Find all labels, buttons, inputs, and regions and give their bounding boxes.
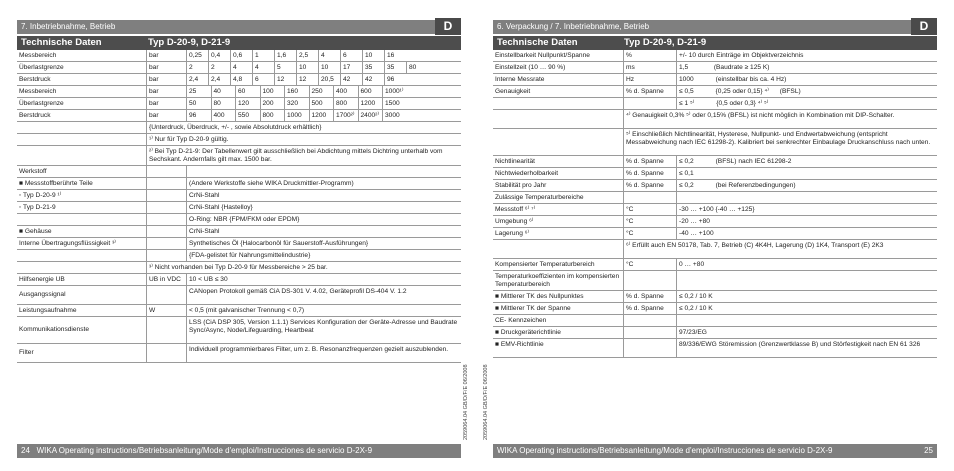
value-cell: 400 [334, 86, 359, 97]
value-cell: 0 … +80 [679, 260, 705, 268]
value-cell: 50 [187, 98, 212, 109]
value-cell: 500 [310, 98, 335, 109]
value-cell: 600 [359, 86, 384, 97]
value-cell: 0,6 [231, 50, 253, 61]
row-label: Berstdruck [17, 110, 147, 121]
value-cell: O-Ring: NBR {FPM/FKM oder EPDM} [189, 215, 300, 223]
note-text: ²⁾ Bei Typ D-21-9: Der Tabellenwert gilt ausschließlich bei Abdichtung mittels Dichtring unterhalb vom Sechskant. Andernfalls gilt max. 1500 bar. [149, 147, 443, 163]
value-cell: ≤ 0,2 / 10 K [679, 304, 713, 312]
value-cell: 35 [385, 62, 407, 73]
value-cell: 10 < UB ≤ 30 [189, 275, 228, 283]
table-row [493, 62, 937, 74]
right-spec-table [493, 50, 937, 358]
value-cell [677, 192, 937, 203]
row-label: Umgebung ⁶⁾ [493, 216, 624, 227]
table-row [493, 303, 937, 315]
footer-text: WIKA Operating instructions/Betriebsanleitung/Mode d'emploi/Instrucciones de servicio D-2X-9 [497, 446, 833, 455]
value-cell: 800 [261, 110, 286, 121]
row-label: Genauigkeit [493, 86, 624, 97]
value-cell [677, 271, 937, 290]
value-cell: 1000 [285, 110, 310, 121]
row-label: Messstoff ⁶⁾ ⁷⁾ [493, 204, 624, 215]
note-text: {Unterdruck, Überdruck, +/- , sowie Absolutdruck erhältlich} [149, 123, 322, 131]
section-header [493, 20, 937, 34]
value-cell: 4 [231, 62, 253, 73]
table-row [17, 178, 461, 190]
footer-text: WIKA Operating instructions/Betriebsanleitung/Mode d'emploi/Instrucciones de servicio D-2X-9 [36, 446, 373, 455]
page-number: 24 [21, 446, 30, 455]
value-cell: LSS (CiA DSP 305, Version 1.1.1) Services Konfiguration der Geräte-Adresse und Baudrate Sync/Async, Node/Lifeguarding, Heartbeat [189, 318, 458, 334]
language-badge: D [435, 18, 461, 35]
table-row [493, 204, 937, 216]
table-title: Technische Daten [497, 37, 578, 48]
row-label: ◦ Typ D-20-9 ¹⁾ [17, 190, 147, 201]
note-text: ¹⁾ Nur für Typ D-20-9 gültig. [149, 135, 229, 143]
table-row [493, 192, 937, 204]
note-row [17, 134, 461, 146]
row-label: Temperaturkoeffizienten im kompensierten Temperaturbereich [493, 271, 624, 290]
row-label: Ausgangssignal [17, 286, 147, 304]
value-cell: 160 [285, 86, 310, 97]
row-unit: % d. Spanne [624, 291, 677, 302]
table-row [493, 339, 937, 358]
row-label: ■ Gehäuse [17, 226, 147, 237]
row-unit: % [624, 50, 677, 61]
row-unit: % d. Spanne [624, 303, 677, 314]
section-title: 6. Verpackung / 7. Inbetriebnahme, Betrieb [497, 22, 650, 31]
value-cell: 100 [261, 86, 286, 97]
row-label: Lagerung ⁶⁾ [493, 228, 624, 239]
value-cell: 320 [285, 98, 310, 109]
row-unit: bar [147, 50, 187, 61]
value-cell: {FDA-gelistet für Nahrungsmittelindustrie} [189, 251, 311, 259]
value-cell: 120 [236, 98, 261, 109]
row-unit [147, 344, 187, 362]
row-label: Einstellbarkeit Nullpunkt/Spanne [493, 50, 624, 61]
table-header [493, 36, 937, 50]
value-cell: -20 … +80 [679, 217, 710, 225]
value-cell: CrNi-Stahl [189, 227, 220, 235]
value-cell: ≤ 0,1 [679, 169, 694, 177]
table-row [17, 305, 461, 317]
value-cell: 96 [187, 110, 212, 121]
value-cell: 250 [310, 86, 335, 97]
row-unit [147, 226, 187, 237]
left-page [17, 20, 461, 458]
row-unit: % d. Spanne [624, 180, 677, 191]
table-title: Technische Daten [21, 37, 102, 48]
section-header [17, 20, 461, 34]
type-label: Typ D-20-9, D-21-9 [624, 37, 707, 48]
value-cell: 0,25 [187, 50, 209, 61]
row-label: ◦ Typ D-21-9 [17, 202, 147, 213]
type-label: Typ D-20-9, D-21-9 [148, 37, 231, 48]
row-label: Nichtlinearität [493, 156, 624, 167]
table-row [493, 180, 937, 192]
value-cell: Individuell programmierbares Filter, um z. B. Resonanzfrequenzen gezielt auszublenden. [189, 345, 449, 353]
value-cell: 96 [387, 75, 395, 83]
value-cell: 0,4 [209, 50, 231, 61]
table-row [493, 74, 937, 86]
table-row [493, 50, 937, 62]
language-badge: D [911, 18, 937, 35]
table-row [17, 250, 461, 262]
value-cell: 40 [212, 86, 237, 97]
value-cell: 2,4 [209, 74, 231, 85]
value-cell: 17 [341, 62, 363, 73]
row-unit [624, 271, 677, 290]
table-row [17, 202, 461, 214]
row-unit: bar [147, 62, 187, 73]
row-unit: ms [624, 62, 677, 73]
row-unit [147, 317, 187, 343]
row-label: Überlastgrenze [17, 62, 147, 73]
section-label: Werkstoff [17, 166, 147, 177]
row-label: Interne Messrate [493, 74, 624, 85]
table-row [17, 274, 461, 286]
value-cell: +/- 10 durch Einträge im Objektverzeichnis [679, 51, 804, 59]
document-code: 2059064.04 GB/D/F/E 06/2008 [483, 364, 489, 440]
row-label: ■ Mittlerer TK der Spanne [493, 303, 624, 314]
row-unit [624, 339, 677, 357]
value-cell: 2,4 [187, 74, 209, 85]
row-unit: °C [624, 204, 677, 215]
value-cell: 89/336/EWG Störemission (Grenzwertklasse B) und Störfestigkeit nach EN 61 326 [679, 340, 921, 348]
table-row [493, 228, 937, 240]
value-cell: 1500 [385, 99, 400, 107]
value-cell: CrNi-Stahl [189, 191, 220, 199]
value-cell: ≤ 0,5 {0,25 oder 0,15} ⁴⁾ (BFSL) [679, 87, 801, 95]
row-unit: °C [624, 228, 677, 239]
section-row [17, 166, 461, 178]
row-label: Berstdruck [17, 74, 147, 85]
table-row [493, 86, 937, 98]
table-row [17, 62, 461, 74]
value-cell [677, 315, 937, 326]
row-label [493, 110, 624, 128]
page-footer [493, 444, 937, 458]
value-cell: 97/23/EG [679, 328, 707, 336]
value-cell: 60 [236, 86, 261, 97]
row-unit: bar [147, 86, 187, 97]
note-row [493, 110, 937, 129]
document-code: 2059064.04 GB/D/F/E 06/2008 [463, 364, 469, 440]
value-cell: ≤ 0,2 (BFSL) nach IEC 61298-2 [679, 157, 792, 165]
value-cell: 42 [363, 74, 385, 85]
value-cell: 25 [187, 86, 212, 97]
row-label: Kommunikationsdienste [17, 317, 147, 343]
row-label [17, 122, 147, 133]
row-label [17, 250, 147, 261]
row-unit: % d. Spanne [624, 168, 677, 179]
row-label [17, 146, 147, 165]
value-cell: 1000¹⁾ [385, 87, 404, 95]
table-row [17, 317, 461, 344]
value-cell: 20,5 [319, 74, 341, 85]
row-unit [624, 98, 677, 109]
row-label [17, 262, 147, 273]
value-cell: -40 … +100 [679, 229, 714, 237]
row-unit: bar [147, 74, 187, 85]
row-unit [147, 178, 187, 189]
row-label: Kompensierter Temperaturbereich [493, 259, 624, 270]
value-cell: 5 [275, 62, 297, 73]
row-label: Nichtwiederholbarkeit [493, 168, 624, 179]
note-text: ⁵⁾ Einschließlich Nichtlinearität, Hysterese, Nullpunkt- und Endwertabweichung (entspricht Messabweichung nach IEC 61298-2). Kalibriert bei senkrechter Einbaulage Druckanschluss nach unten. [626, 130, 931, 146]
table-row [493, 259, 937, 271]
value-cell: ≤ 0,2 / 10 K [679, 292, 713, 300]
value-cell: 12 [297, 74, 319, 85]
value-cell: 12 [275, 74, 297, 85]
table-row [493, 216, 937, 228]
row-unit [147, 202, 187, 213]
value-cell: 1200 [359, 98, 384, 109]
row-label [17, 134, 147, 145]
value-cell: 10 [297, 62, 319, 73]
row-label: ■ Druckgeräterichtlinie [493, 327, 624, 338]
value-cell: (Andere Werkstoffe siehe WIKA Druckmittler-Programm) [189, 179, 354, 187]
row-label [17, 214, 147, 225]
value-cell: 4 [319, 50, 341, 61]
section-title: 7. Inbetriebnahme, Betrieb [21, 22, 116, 31]
row-label [493, 98, 624, 109]
table-row [17, 238, 461, 250]
note-row [493, 129, 937, 156]
value-cell: 3000 [385, 111, 400, 119]
value-cell: 1200 [310, 110, 335, 121]
row-label: Messbereich [17, 86, 147, 97]
table-header [17, 36, 461, 50]
row-label: ■ Messstoffberührte Teile [17, 178, 147, 189]
row-unit: UB in VDC [147, 274, 187, 285]
row-unit: % d. Spanne [624, 86, 677, 97]
row-label: ■ Mittlerer TK des Nullpunktes [493, 291, 624, 302]
note-row [17, 262, 461, 274]
value-cell: 2400²⁾ [359, 110, 384, 121]
value-cell: Synthetisches Öl {Halocarbonöl für Sauerstoff-Ausführungen} [189, 239, 369, 247]
value-cell: 1700²⁾ [334, 110, 359, 121]
note-text: ⁴⁾ Genauigkeit 0,3% ⁵⁾ oder 0,15% (BFSL) ist nicht möglich in Kombination mit DIP-Schalter. [626, 111, 895, 119]
row-unit [624, 315, 677, 326]
row-label: Stabilität pro Jahr [493, 180, 624, 191]
value-cell: 42 [341, 74, 363, 85]
value-cell: 16 [387, 51, 395, 59]
value-cell: 35 [363, 62, 385, 73]
row-label: CE- Kennzeichen [493, 315, 624, 326]
row-unit [147, 238, 187, 249]
value-cell: 1,6 [275, 50, 297, 61]
row-label: Leistungsaufnahme [17, 305, 147, 316]
value-cell: -30 … +100 {-40 … +125} [679, 205, 755, 213]
value-cell: 80 [409, 63, 417, 71]
value-cell: 200 [261, 98, 286, 109]
row-unit [147, 250, 187, 261]
row-label: Hilfsenergie UB [17, 274, 147, 285]
row-label: ■ EMV-Richtlinie [493, 339, 624, 357]
row-label: Zulässige Temperaturbereiche [493, 192, 624, 203]
row-unit: bar [147, 98, 187, 109]
value-cell: 2 [187, 62, 209, 73]
value-cell: 6 [253, 74, 275, 85]
value-cell: 4,8 [231, 74, 253, 85]
row-unit [147, 166, 187, 177]
row-label: Filter [17, 344, 147, 362]
row-label: Interne Übertragungsflüssigkeit ³⁾ [17, 238, 147, 249]
value-cell: 10 [363, 50, 385, 61]
row-unit: W [147, 305, 187, 316]
value-cell: 400 [212, 110, 237, 121]
value-cell: CrNi-Stahl {Hastelloy} [189, 203, 253, 211]
table-row [493, 98, 937, 110]
row-unit [147, 190, 187, 201]
note-row [493, 240, 937, 259]
value-cell: CANopen Protokoll gemäß CiA DS-301 V. 4.02, Geräteprofil DS-404 V. 1.2 [189, 287, 407, 295]
page-footer [17, 444, 461, 458]
value-cell: 80 [212, 98, 237, 109]
table-row [17, 190, 461, 202]
note-text: ⁶⁾ Erfüllt auch EN 50178, Tab. 7, Betrieb (C) 4K4H, Lagerung (D) 1K4, Transport (E) 2K3 [626, 241, 884, 249]
table-row [17, 86, 461, 98]
value-cell: 800 [334, 98, 359, 109]
value-cell: 1 [253, 50, 275, 61]
value-cell: ≤ 0,2 (bei Referenzbedingungen) [679, 181, 796, 189]
page-number: 25 [924, 446, 933, 455]
table-row [17, 74, 461, 86]
value-cell: 10 [319, 62, 341, 73]
table-row [493, 156, 937, 168]
table-row [17, 344, 461, 363]
table-row [17, 98, 461, 110]
value-cell: < 0,5 (mit galvanischer Trennung < 0,7) [189, 306, 305, 314]
row-label: Einstellzeit (10 … 90 %) [493, 62, 624, 73]
row-label: Überlastgrenze [17, 98, 147, 109]
value-cell: ≤ 1 ⁵⁾ {0,5 oder 0,3} ⁴⁾ ⁵⁾ [679, 99, 769, 107]
row-unit [624, 327, 677, 338]
value-cell: 4 [253, 62, 275, 73]
value-cell: 1,5 (Baudrate ≥ 125 K) [679, 63, 770, 71]
row-label: Messbereich [17, 50, 147, 61]
row-unit: °C [624, 216, 677, 227]
table-row [493, 291, 937, 303]
row-unit: bar [147, 110, 187, 121]
value-cell: 1000 (einstellbar bis ca. 4 Hz) [679, 75, 787, 83]
table-row [17, 286, 461, 305]
table-row [493, 168, 937, 180]
table-row [17, 214, 461, 226]
left-spec-table [17, 50, 461, 363]
value-cell: 550 [236, 110, 261, 121]
row-unit [624, 192, 677, 203]
row-unit: °C [624, 259, 677, 270]
row-label [493, 240, 624, 258]
note-row [17, 146, 461, 166]
row-unit: % d. Spanne [624, 156, 677, 167]
row-unit: Hz [624, 74, 677, 85]
table-row [17, 110, 461, 122]
row-unit [147, 286, 187, 304]
value-cell: 2,5 [297, 50, 319, 61]
value-cell [187, 166, 461, 177]
row-label [493, 129, 624, 155]
table-row [493, 315, 937, 327]
value-cell: 2 [209, 62, 231, 73]
table-row [493, 271, 937, 291]
table-row [17, 226, 461, 238]
table-row [17, 50, 461, 62]
right-page [493, 20, 937, 458]
table-row [493, 327, 937, 339]
note-row [17, 122, 461, 134]
row-unit [147, 214, 187, 225]
note-text: ³⁾ Nicht vorhanden bei Typ D-20-9 für Messbereiche > 25 bar. [149, 263, 328, 271]
value-cell: 6 [341, 50, 363, 61]
